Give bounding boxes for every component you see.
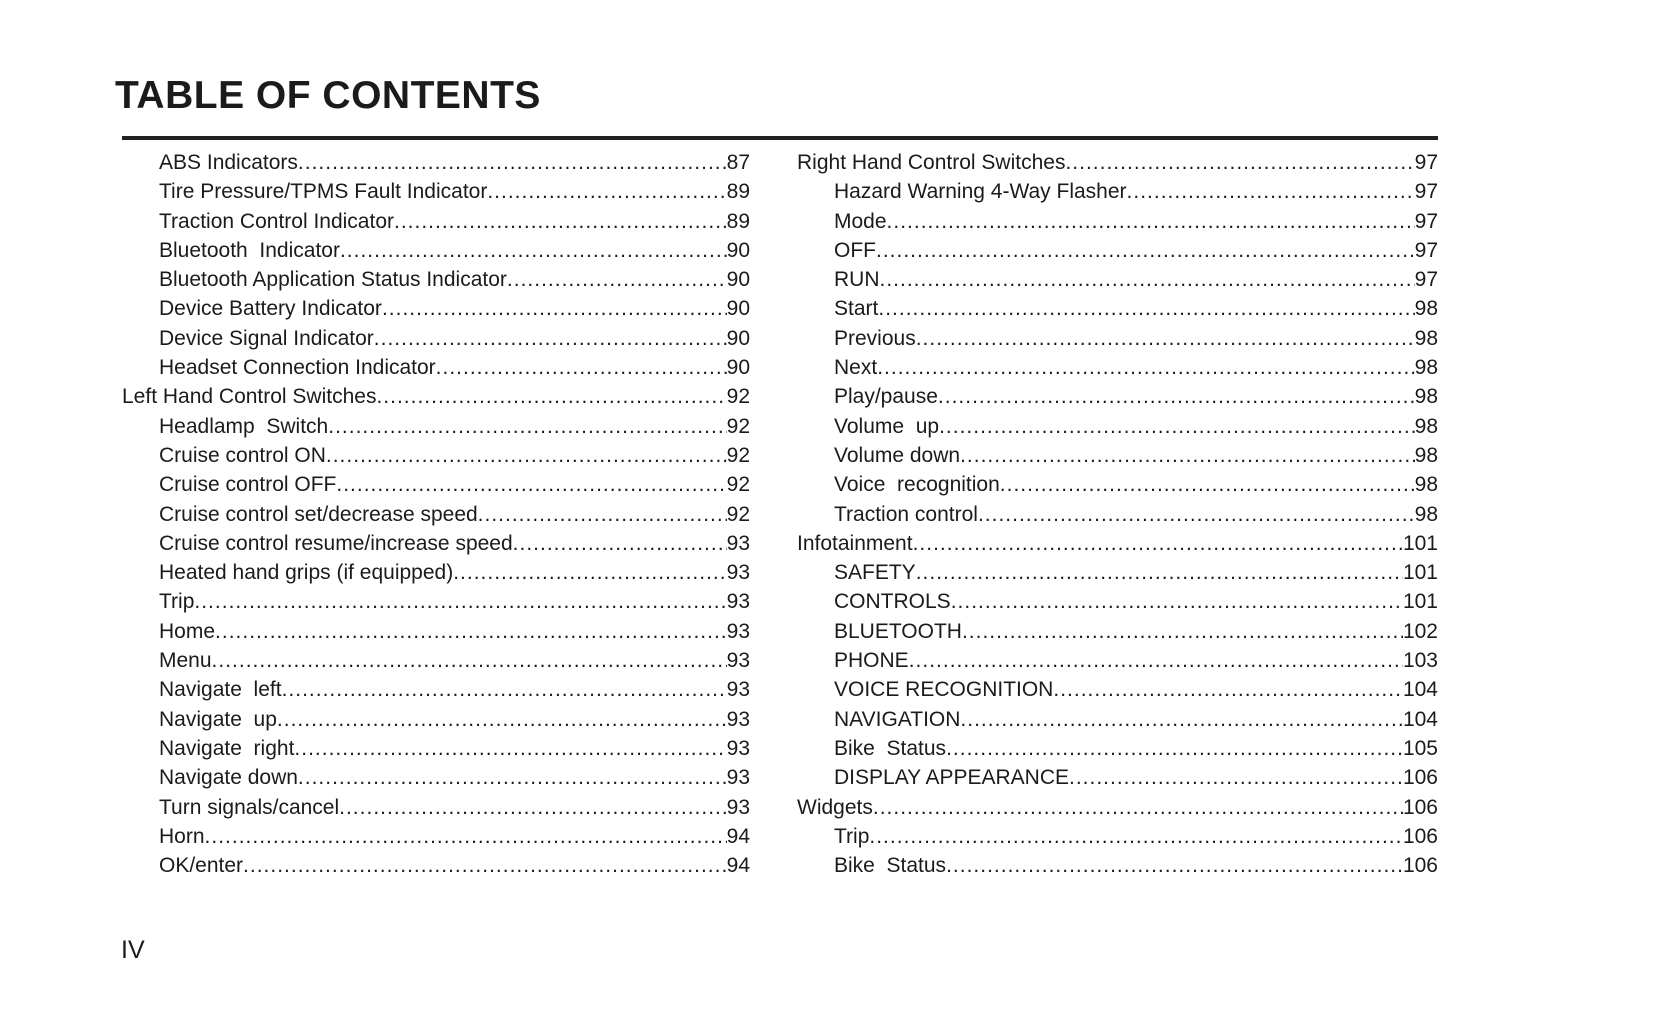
- toc-entry-label: Bike Status: [834, 854, 947, 878]
- toc-entry: [797, 500, 1438, 529]
- toc-leader-dots: [978, 500, 1415, 529]
- toc-leader-dots: [478, 500, 727, 529]
- toc-entry-label: BLUETOOTH: [834, 619, 962, 643]
- toc-entry: [122, 324, 750, 353]
- toc-entry-page: 93: [726, 736, 750, 760]
- toc-entry-page: 97: [1414, 180, 1438, 204]
- toc-leader-dots: [376, 382, 726, 411]
- toc-entry: [122, 236, 750, 265]
- toc-leader-dots: [507, 265, 727, 294]
- toc-entry-page: 98: [1414, 443, 1438, 467]
- toc-leader-dots: [877, 353, 1414, 382]
- toc-entry-page: 104: [1402, 678, 1438, 702]
- toc-leader-dots: [277, 705, 727, 734]
- toc-entry-page: 101: [1402, 561, 1438, 585]
- toc-entry-label: PHONE: [834, 649, 909, 673]
- toc-entry: [797, 646, 1438, 675]
- toc-leader-dots: [298, 148, 727, 177]
- toc-entry: [122, 353, 750, 382]
- toc-entry-page: 89: [726, 180, 750, 204]
- toc-columns: [122, 148, 1438, 880]
- toc-entry: [797, 353, 1438, 382]
- toc-entry-label: Widgets: [797, 795, 873, 819]
- toc-entry-page: 106: [1402, 824, 1438, 848]
- toc-entry-page: 102: [1402, 619, 1438, 643]
- toc-entry-page: 98: [1414, 473, 1438, 497]
- toc-entry: [797, 236, 1438, 265]
- toc-entry-page: 106: [1402, 854, 1438, 878]
- toc-leader-dots: [1069, 763, 1403, 792]
- page-number-footer: IV: [121, 936, 145, 964]
- toc-leader-dots: [212, 646, 727, 675]
- toc-entry-label: Right Hand Control Switches: [797, 151, 1066, 174]
- toc-leader-dots: [194, 587, 726, 616]
- toc-entry: [122, 705, 750, 734]
- toc-entry-page: 103: [1402, 649, 1438, 673]
- toc-entry-label: Headlamp Switch: [159, 414, 329, 438]
- toc-entry-label: Navigate up: [159, 707, 277, 731]
- toc-leader-dots: [328, 412, 726, 441]
- toc-entry: [122, 675, 750, 704]
- toc-entry-page: 98: [1414, 385, 1438, 409]
- toc-entry: [122, 617, 750, 646]
- toc-entry-label: Volume down: [834, 443, 961, 467]
- toc-entry-label: OK/enter: [159, 854, 244, 878]
- toc-entry-label: OFF: [834, 238, 876, 262]
- toc-entry: [122, 500, 750, 529]
- toc-entry-page: 93: [726, 795, 750, 819]
- toc-entry-page: 92: [726, 414, 750, 438]
- toc-leader-dots: [436, 353, 727, 382]
- toc-entry-page: 93: [726, 619, 750, 643]
- toc-leader-dots: [909, 646, 1403, 675]
- toc-entry-page: 94: [726, 824, 750, 848]
- toc-entry-page: 87: [726, 151, 750, 174]
- toc-entry-page: 106: [1402, 795, 1438, 819]
- toc-entry-label: Start: [834, 297, 879, 321]
- toc-entry: [797, 177, 1438, 206]
- toc-entry-page: 97: [1414, 151, 1438, 174]
- toc-entry-label: Mode: [834, 209, 887, 233]
- toc-entry: [122, 793, 750, 822]
- toc-entry-label: RUN: [834, 268, 880, 292]
- toc-entry: [797, 470, 1438, 499]
- toc-leader-dots: [394, 207, 727, 236]
- toc-entry-label: Cruise control OFF: [159, 473, 337, 497]
- toc-entry-label: Traction control: [834, 502, 978, 526]
- toc-leader-dots: [913, 529, 1403, 558]
- toc-entry-label: NAVIGATION: [834, 707, 961, 731]
- toc-entry: [797, 324, 1438, 353]
- toc-leader-dots: [205, 822, 727, 851]
- toc-entry-label: Bluetooth Application Status Indicator: [159, 268, 507, 292]
- toc-entry: [122, 587, 750, 616]
- toc-entry-page: 105: [1402, 736, 1438, 760]
- toc-entry: [797, 675, 1438, 704]
- toc-entry-label: ABS Indicators: [159, 151, 298, 174]
- toc-leader-dots: [869, 822, 1403, 851]
- toc-entry-label: CONTROLS: [834, 590, 951, 614]
- toc-entry-page: 93: [726, 678, 750, 702]
- toc-entry: [122, 646, 750, 675]
- toc-entry: [797, 529, 1438, 558]
- toc-leader-dots: [340, 236, 727, 265]
- toc-leader-dots: [294, 734, 726, 763]
- toc-leader-dots: [878, 294, 1414, 323]
- toc-leader-dots: [487, 177, 726, 206]
- toc-entry: [797, 207, 1438, 236]
- toc-entry-page: 94: [726, 854, 750, 878]
- toc-entry-page: 98: [1414, 326, 1438, 350]
- toc-entry: [797, 412, 1438, 441]
- toc-entry-page: 93: [726, 649, 750, 673]
- toc-entry: [122, 412, 750, 441]
- toc-leader-dots: [946, 734, 1403, 763]
- toc-entry: [797, 734, 1438, 763]
- toc-entry-page: 92: [726, 473, 750, 497]
- toc-leader-dots: [326, 441, 727, 470]
- toc-entry-label: Volume up: [834, 414, 940, 438]
- toc-entry-page: 93: [726, 707, 750, 731]
- toc-entry-label: Horn: [159, 824, 205, 848]
- toc-entry-label: Home: [159, 619, 216, 643]
- toc-entry-page: 93: [726, 561, 750, 585]
- toc-entry-label: Device Battery Indicator: [159, 297, 382, 321]
- toc-entry-page: 98: [1414, 356, 1438, 380]
- toc-entry-label: Headset Connection Indicator: [159, 356, 436, 380]
- toc-entry-label: VOICE RECOGNITION: [834, 678, 1054, 702]
- toc-entry: [122, 529, 750, 558]
- toc-entry-label: Trip: [834, 824, 870, 848]
- toc-entry-label: Cruise control set/decrease speed: [159, 502, 478, 526]
- toc-entry-label: Next: [834, 356, 878, 380]
- toc-leader-dots: [876, 236, 1415, 265]
- toc-leader-dots: [215, 617, 727, 646]
- toc-entry-page: 104: [1402, 707, 1438, 731]
- toc-entry-page: 97: [1414, 268, 1438, 292]
- toc-leader-dots: [1127, 177, 1415, 206]
- toc-entry-page: 89: [726, 209, 750, 233]
- toc-entry: [122, 470, 750, 499]
- toc-leader-dots: [873, 793, 1403, 822]
- toc-entry-label: Trip: [159, 590, 195, 614]
- toc-entry-page: 90: [726, 326, 750, 350]
- toc-entry: [797, 587, 1438, 616]
- toc-leader-dots: [1065, 148, 1414, 177]
- toc-entry: [122, 822, 750, 851]
- toc-entry: [122, 294, 750, 323]
- toc-entry-page: 98: [1414, 502, 1438, 526]
- toc-entry-page: 93: [726, 590, 750, 614]
- toc-leader-dots: [382, 294, 727, 323]
- toc-leader-dots: [962, 617, 1403, 646]
- toc-entry-label: Heated hand grips (if equipped): [159, 561, 454, 585]
- toc-column-left: [122, 148, 750, 880]
- toc-entry-label: Navigate down: [159, 766, 298, 790]
- toc-entry: [122, 177, 750, 206]
- toc-entry-label: Hazard Warning 4-Way Flasher: [834, 180, 1127, 204]
- toc-entry-page: 106: [1402, 766, 1438, 790]
- toc-leader-dots: [887, 207, 1415, 236]
- toc-entry-page: 98: [1414, 297, 1438, 321]
- toc-entry: [797, 705, 1438, 734]
- toc-leader-dots: [916, 558, 1403, 587]
- toc-entry: [797, 851, 1438, 880]
- toc-entry-label: Navigate left: [159, 678, 282, 702]
- toc-entry: [797, 294, 1438, 323]
- toc-entry: [122, 207, 750, 236]
- toc-entry-label: DISPLAY APPEARANCE: [834, 766, 1069, 790]
- toc-entry-page: 90: [726, 238, 750, 262]
- toc-leader-dots: [513, 529, 727, 558]
- toc-entry-label: Cruise control resume/increase speed: [159, 531, 513, 555]
- toc-entry-label: Traction Control Indicator: [159, 209, 394, 233]
- toc-entry-label: Turn signals/cancel: [159, 795, 340, 819]
- toc-entry: [797, 148, 1438, 177]
- toc-entry-label: Infotainment: [797, 531, 913, 555]
- toc-leader-dots: [1000, 470, 1415, 499]
- toc-entry: [797, 763, 1438, 792]
- toc-entry: [122, 763, 750, 792]
- toc-entry: [122, 558, 750, 587]
- toc-entry-label: Device Signal Indicator: [159, 326, 374, 350]
- toc-entry-page: 97: [1414, 238, 1438, 262]
- toc-entry-page: 90: [726, 297, 750, 321]
- toc-leader-dots: [946, 851, 1403, 880]
- toc-entry: [122, 851, 750, 880]
- toc-entry-label: Cruise control ON: [159, 443, 326, 467]
- toc-entry-page: 97: [1414, 209, 1438, 233]
- toc-column-right: [797, 148, 1438, 880]
- toc-leader-dots: [282, 675, 727, 704]
- toc-leader-dots: [960, 705, 1403, 734]
- toc-leader-dots: [938, 382, 1415, 411]
- toc-entry-label: Voice recognition: [834, 473, 1000, 497]
- toc-leader-dots: [880, 265, 1415, 294]
- toc-entry-page: 92: [726, 385, 750, 409]
- toc-leader-dots: [336, 470, 726, 499]
- toc-entry-page: 90: [726, 356, 750, 380]
- toc-entry-label: Menu: [159, 649, 212, 673]
- toc-entry: [797, 265, 1438, 294]
- toc-entry: [797, 793, 1438, 822]
- toc-entry-label: Bluetooth Indicator: [159, 238, 340, 262]
- toc-leader-dots: [339, 793, 727, 822]
- toc-entry: [797, 822, 1438, 851]
- toc-leader-dots: [916, 324, 1415, 353]
- toc-entry: [122, 265, 750, 294]
- toc-leader-dots: [453, 558, 726, 587]
- toc-leader-dots: [1053, 675, 1403, 704]
- toc-entry-page: 98: [1414, 414, 1438, 438]
- toc-entry-page: 93: [726, 531, 750, 555]
- toc-entry-label: Bike Status: [834, 736, 947, 760]
- toc-entry-label: Previous: [834, 326, 916, 350]
- toc-entry-page: 101: [1402, 590, 1438, 614]
- toc-entry-label: SAFETY: [834, 561, 916, 585]
- toc-entry-label: Navigate right: [159, 736, 295, 760]
- toc-entry: [122, 148, 750, 177]
- toc-entry-label: Play/pause: [834, 385, 938, 409]
- toc-entry: [122, 441, 750, 470]
- toc-entry-page: 92: [726, 502, 750, 526]
- toc-entry-page: 101: [1402, 531, 1438, 555]
- toc-entry: [122, 734, 750, 763]
- toc-leader-dots: [939, 412, 1415, 441]
- toc-entry: [797, 617, 1438, 646]
- page-title: TABLE OF CONTENTS: [115, 74, 541, 117]
- toc-entry-page: 90: [726, 268, 750, 292]
- toc-entry: [797, 441, 1438, 470]
- toc-entry: [122, 382, 750, 411]
- toc-entry-page: 93: [726, 766, 750, 790]
- toc-entry-page: 92: [726, 443, 750, 467]
- toc-entry-label: Left Hand Control Switches: [122, 385, 377, 409]
- toc-entry: [797, 558, 1438, 587]
- toc-entry-label: Tire Pressure/TPMS Fault Indicator: [159, 180, 488, 204]
- toc-leader-dots: [951, 587, 1403, 616]
- toc-leader-dots: [374, 324, 727, 353]
- title-divider-rule: [122, 136, 1438, 140]
- toc-leader-dots: [960, 441, 1415, 470]
- toc-leader-dots: [243, 851, 727, 880]
- toc-leader-dots: [298, 763, 727, 792]
- toc-entry: [797, 382, 1438, 411]
